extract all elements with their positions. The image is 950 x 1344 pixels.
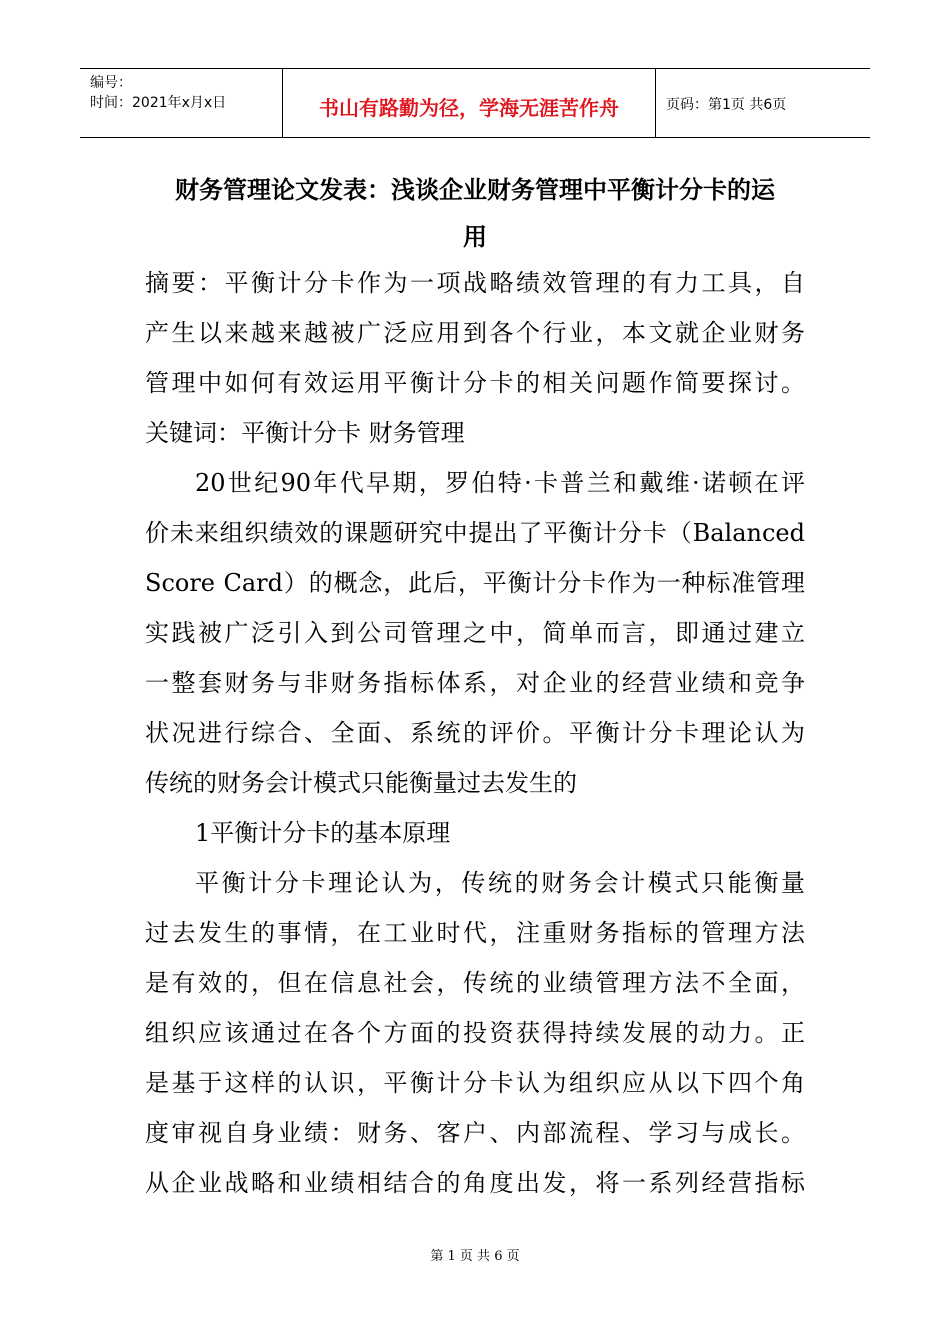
header-page-cell (656, 69, 870, 137)
header-meta-cell (80, 69, 282, 137)
section-heading: 1平衡计分卡的基本原理 (195, 819, 451, 847)
abstract-line: 管理中如何有效运用平衡计分卡的相关问题作简要探讨。 (145, 369, 805, 397)
keywords-line: 关键词：平衡计分卡 财务管理 (145, 419, 465, 447)
paragraph-line: 一整套财务与非财务指标体系，对企业的经营业绩和竞争 (145, 669, 805, 697)
paragraph-line: 传统的财务会计模式只能衡量过去发生的 (145, 769, 577, 797)
paragraph-line: 度审视自身业绩：财务、客户、内部流程、学习与成长。 (145, 1119, 805, 1147)
paragraph-line: 20世纪90年代早期，罗伯特·卡普兰和戴维·诺顿在评 (195, 469, 805, 497)
abstract-line: 摘要：平衡计分卡作为一项战略绩效管理的有力工具，自 (145, 269, 805, 297)
motto-text: 书山有路勤为径，学海无涯苦作舟 (319, 96, 619, 120)
paragraph-line: 是有效的，但在信息社会，传统的业绩管理方法不全面， (145, 969, 805, 997)
paragraph-line: 价未来组织绩效的课题研究中提出了平衡计分卡（Balanced (145, 519, 805, 547)
abstract-line: 产生以来越来越被广泛应用到各个行业，本文就企业财务 (145, 319, 805, 347)
paragraph-line: 平衡计分卡理论认为，传统的财务会计模式只能衡量 (195, 869, 805, 897)
document-title-line1: 财务管理论文发表：浅谈企业财务管理中平衡计分卡的运 (175, 176, 775, 204)
paragraph-line: 从企业战略和业绩相结合的角度出发，将一系列经营指标 (145, 1169, 805, 1197)
paragraph-line: Score Card）的概念，此后，平衡计分卡作为一种标准管理 (145, 569, 805, 597)
header-table (80, 68, 870, 138)
paragraph-line: 实践被广泛引入到公司管理之中，简单而言，即通过建立 (145, 619, 805, 647)
paragraph-line: 状况进行综合、全面、系统的评价。平衡计分卡理论认为 (145, 719, 805, 747)
paragraph-line: 是基于这样的认识，平衡计分卡认为组织应从以下四个角 (145, 1069, 805, 1097)
document-title-line2: 用 (463, 223, 487, 251)
page-footer: 第 1 页 共 6 页 (430, 1249, 520, 1264)
date-label: 时间：2021年x月x日 (90, 95, 227, 111)
serial-label: 编号： (90, 75, 132, 91)
paragraph-line: 组织应该通过在各个方面的投资获得持续发展的动力。正 (145, 1019, 805, 1047)
page-info: 页码：第1页 共6页 (666, 97, 787, 113)
paragraph-line: 过去发生的事情，在工业时代，注重财务指标的管理方法 (145, 919, 805, 947)
header-motto-cell (282, 69, 656, 137)
